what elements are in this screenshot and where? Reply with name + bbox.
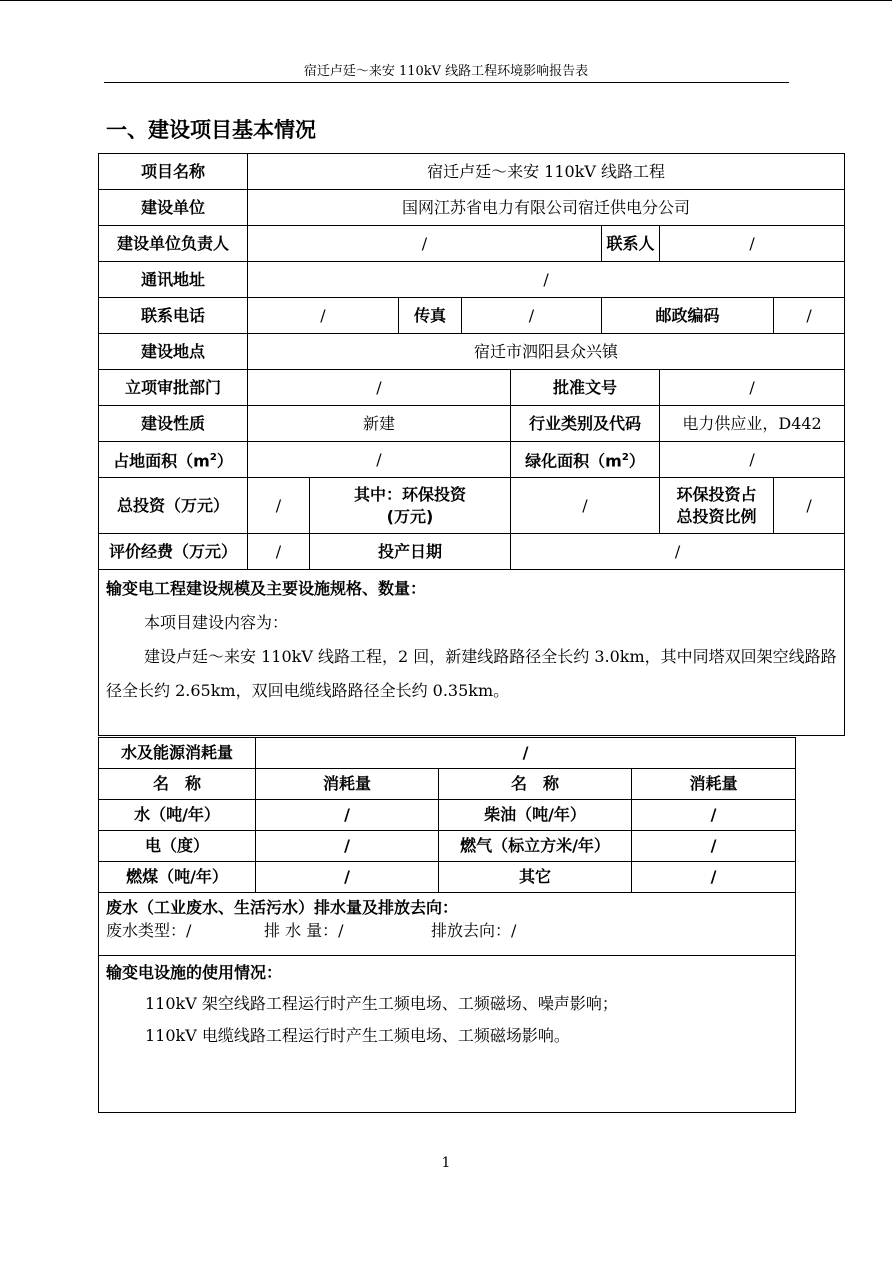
page-number: 1 — [441, 1155, 451, 1171]
col-amount-1: 消耗量 — [256, 769, 439, 800]
env-invest-value: / — [511, 478, 660, 534]
env-invest-label: 其中：环保投资 (万元) — [310, 478, 511, 534]
eval-fee-label: 评价经费（万元） — [99, 534, 248, 570]
wastewater-heading: 废水（工业废水、生活污水）排水量及排放去向： — [106, 898, 459, 917]
scale-content: 建设卢廷～来安 110kV 线路工程，2 回，新建线路路径全长约 3.0km，其中同塔双回架空线路路径全长约 2.65km，双回电缆线路路径全长约 0.35km。 — [106, 647, 837, 700]
col-amount-2: 消耗量 — [632, 769, 796, 800]
wastewater-type: 废水类型：/ — [106, 921, 192, 940]
coal-value: / — [256, 862, 439, 893]
area-label: 占地面积$(m^2)$ — [99, 442, 248, 478]
construction-scale-block — [99, 570, 845, 736]
green-area-label: 绿化面积$(m^2)$ — [511, 442, 660, 478]
fax-value: / — [462, 298, 602, 334]
basic-info-table — [98, 153, 845, 736]
fax-label: 传真 — [399, 298, 462, 334]
location-value: 宿迁市泗阳县众兴镇 — [248, 334, 845, 370]
contact-value: / — [660, 226, 845, 262]
consumption-total: / — [256, 738, 796, 769]
project-name-value: 宿迁卢廷～来安 110kV 线路工程 — [248, 154, 845, 190]
scale-intro: 本项目建设内容为： — [144, 613, 289, 632]
electricity-value: / — [256, 831, 439, 862]
phone-value: / — [248, 298, 399, 334]
area-value: / — [248, 442, 511, 478]
scale-heading: 输变电工程建设规模及主要设施规格、数量： — [106, 579, 427, 598]
table-row — [99, 800, 796, 831]
unit-value: 国网江苏省电力有限公司宿迁供电分公司 — [248, 190, 845, 226]
nature-value: 新建 — [248, 406, 511, 442]
nature-label: 建设性质 — [99, 406, 248, 442]
table-row — [99, 831, 796, 862]
header-rule — [104, 82, 789, 83]
postcode-value: / — [774, 298, 845, 334]
approval-no-label: 批准文号 — [511, 370, 660, 406]
other-value: / — [632, 862, 796, 893]
electricity-label: 电（度） — [99, 831, 256, 862]
top-border — [0, 0, 892, 1]
production-date-value: / — [511, 534, 845, 570]
wastewater-line — [99, 919, 795, 943]
eval-fee-value: / — [248, 534, 310, 570]
unit-label: 建设单位 — [99, 190, 248, 226]
usage-lines — [99, 984, 795, 1052]
table-row — [99, 862, 796, 893]
approval-dept-value: / — [248, 370, 511, 406]
approval-dept-label: 立项审批部门 — [99, 370, 248, 406]
leader-value: / — [248, 226, 602, 262]
consumption-table — [98, 737, 796, 1113]
invest-value: / — [248, 478, 310, 534]
industry-value: 电力供应业，D442 — [660, 406, 845, 442]
address-label: 通讯地址 — [99, 262, 248, 298]
phone-label: 联系电话 — [99, 298, 248, 334]
consumption-label: 水及能源消耗量 — [99, 738, 256, 769]
project-name-label: 项目名称 — [99, 154, 248, 190]
address-value: / — [248, 262, 845, 298]
other-label: 其它 — [439, 862, 632, 893]
usage-block — [99, 956, 796, 1113]
leader-label: 建设单位负责人 — [99, 226, 248, 262]
section-title: 一、建设项目基本情况 — [106, 118, 316, 142]
invest-label: 总投资（万元） — [99, 478, 248, 534]
col-name-2: 名 称 — [439, 769, 632, 800]
postcode-label: 邮政编码 — [602, 298, 774, 334]
industry-label: 行业类别及代码 — [511, 406, 660, 442]
water-value: / — [256, 800, 439, 831]
location-label: 建设地点 — [99, 334, 248, 370]
coal-label: 燃煤（吨/年） — [99, 862, 256, 893]
env-ratio-value: / — [774, 478, 845, 534]
wastewater-block — [99, 893, 796, 956]
wastewater-direction: 排放去向：/ — [431, 921, 517, 940]
col-name-1: 名 称 — [99, 769, 256, 800]
gas-value: / — [632, 831, 796, 862]
usage-line-2: 110kV 电缆线路工程运行时产生工频电场、工频磁场影响。 — [145, 1026, 570, 1045]
water-label: 水（吨/年） — [99, 800, 256, 831]
wastewater-amount: 排 水 量：/ — [264, 921, 344, 940]
usage-line-1: 110kV 架空线路工程运行时产生工频电场、工频磁场、噪声影响； — [145, 994, 618, 1013]
diesel-value: / — [632, 800, 796, 831]
page-header: 宿迁卢廷～来安 110kV 线路工程环境影响报告表 — [303, 64, 589, 79]
gas-label: 燃气（标立方米/年） — [439, 831, 632, 862]
production-date-label: 投产日期 — [310, 534, 511, 570]
usage-heading: 输变电设施的使用情况： — [106, 963, 283, 982]
contact-label: 联系人 — [602, 226, 660, 262]
green-area-value: / — [660, 442, 845, 478]
diesel-label: 柴油（吨/年） — [439, 800, 632, 831]
approval-no-value: / — [660, 370, 845, 406]
env-ratio-label: 环保投资占 总投资比例 — [660, 478, 774, 534]
